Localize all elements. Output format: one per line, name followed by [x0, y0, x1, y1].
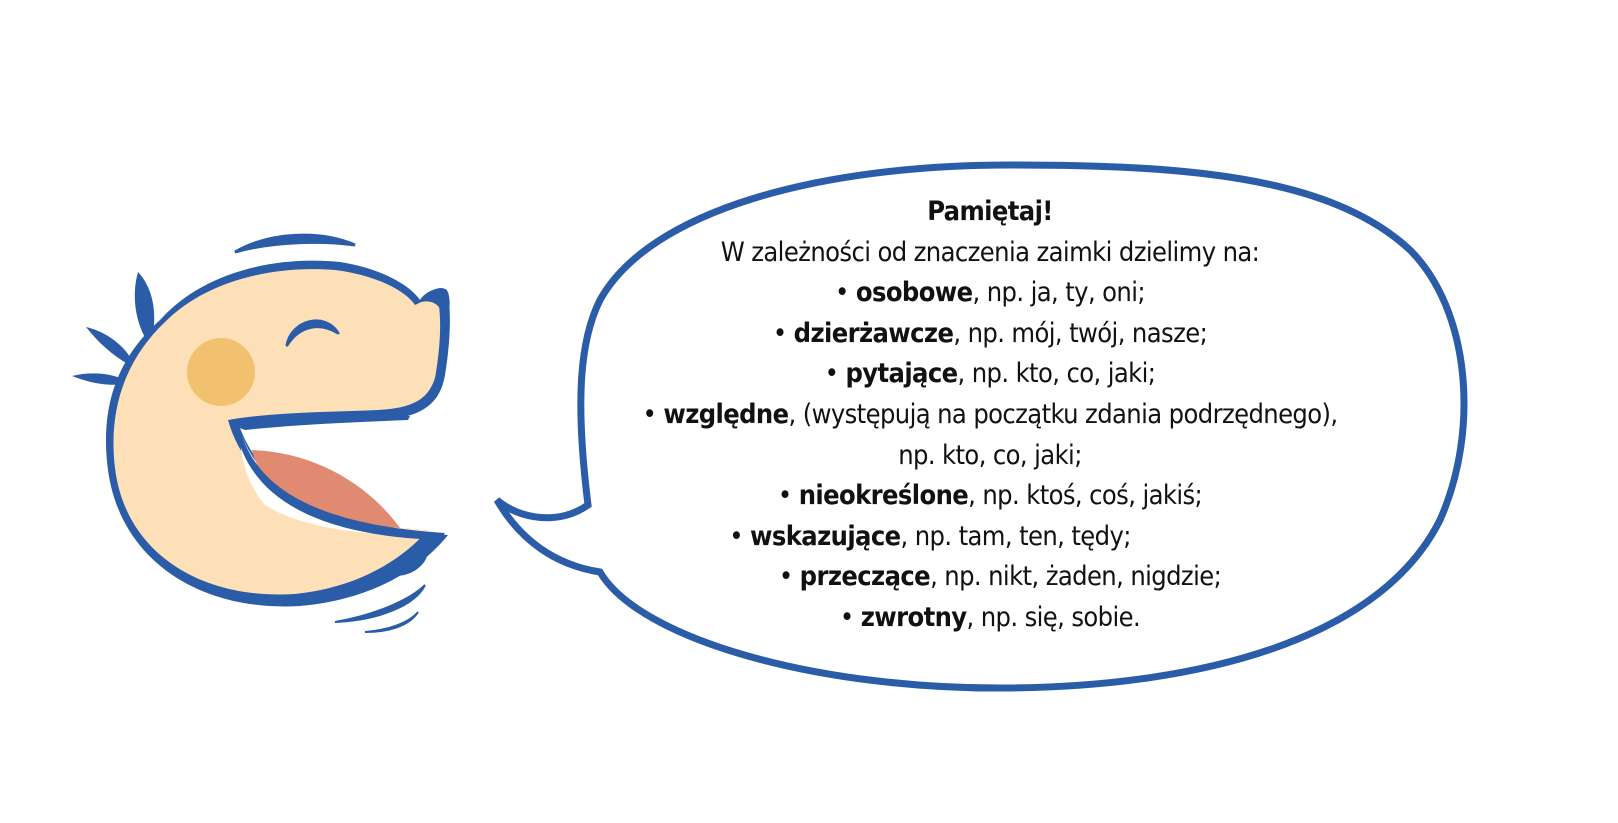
- bullet: •: [772, 317, 787, 349]
- term: nieokreślone: [798, 480, 969, 512]
- examples: , np. tam, ten, tędy;: [900, 520, 1131, 552]
- examples: , np. się, sobie.: [966, 601, 1141, 633]
- term: pytające: [845, 358, 958, 390]
- bubble-intro: W zależności od znaczenia zaimki dzielimy na:: [720, 236, 1260, 268]
- bullet: •: [778, 561, 793, 593]
- list-item-nieokreslone: [590, 476, 1390, 517]
- term: zwrotny: [860, 601, 967, 633]
- list-item-osobowe: [590, 273, 1390, 314]
- bubble-title: Pamiętaj!: [927, 196, 1053, 227]
- bullet: •: [824, 358, 839, 390]
- list-item-wskazujace: [530, 517, 1330, 558]
- list-item-wzgledne-continuation: np. kto, co, jaki;: [898, 439, 1082, 471]
- examples: , np. kto, co, jaki;: [957, 358, 1156, 390]
- list-item-dzierzawcze: [590, 314, 1390, 355]
- list-item-pytajace: [590, 354, 1390, 395]
- examples: , np. nikt, żaden, nigdzie;: [930, 561, 1222, 593]
- term: wskazujące: [750, 520, 901, 552]
- list-item-wzgledne: [590, 395, 1390, 436]
- list-item-przeczace: [600, 557, 1400, 598]
- term: przeczące: [799, 561, 931, 593]
- examples: , (występują na początku zdania podrzędnego),: [788, 398, 1338, 430]
- bullet: •: [777, 480, 792, 512]
- term: dzierżawcze: [793, 317, 954, 349]
- examples: , np. mój, twój, nasze;: [953, 317, 1208, 349]
- list-item-zwrotny: [590, 598, 1390, 639]
- term: względne: [663, 398, 789, 430]
- examples: , np. ktoś, coś, jakiś;: [968, 480, 1203, 512]
- bullet: •: [839, 601, 854, 633]
- term: osobowe: [855, 277, 973, 309]
- examples: , np. ja, ty, oni;: [972, 277, 1145, 309]
- bullet: •: [729, 520, 743, 552]
- bubble-text-block: [590, 192, 1390, 639]
- bullet: •: [642, 398, 657, 430]
- bullet: •: [835, 277, 849, 309]
